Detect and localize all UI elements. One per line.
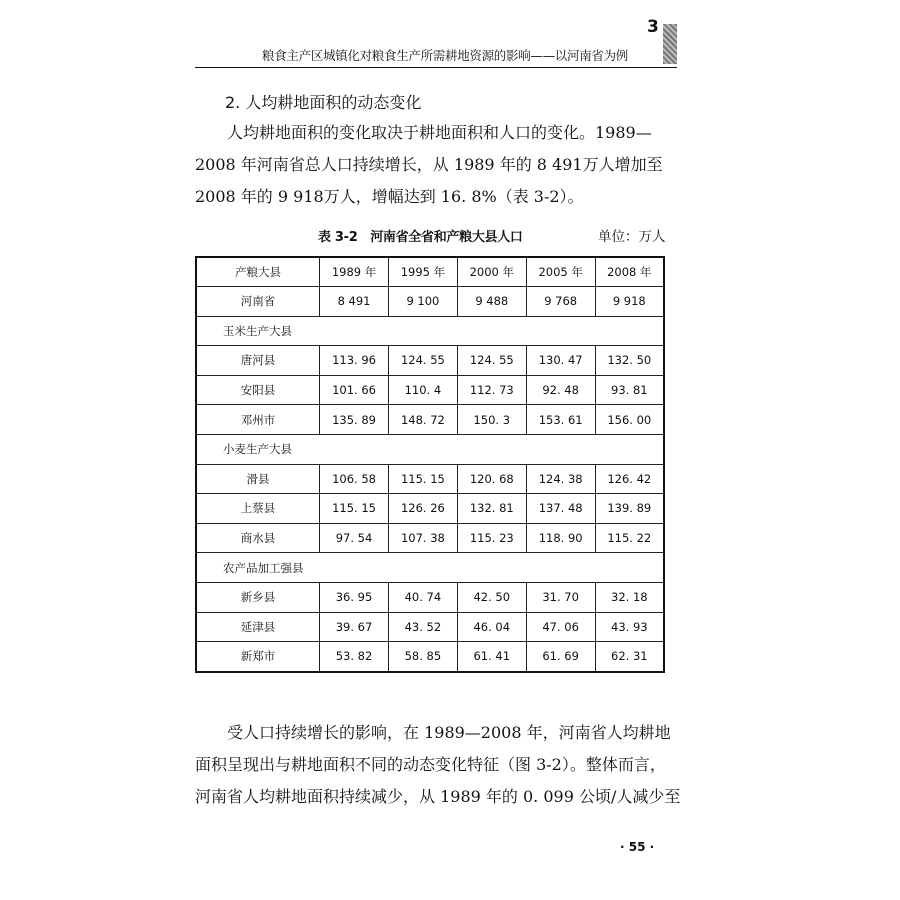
table-group-title: 玉米生产大县	[196, 316, 664, 346]
column-header: 产粮大县	[196, 257, 320, 287]
table-cell: 110. 4	[388, 375, 457, 405]
table-cell: 135. 89	[320, 405, 389, 435]
table-row	[196, 375, 664, 405]
paragraph-line: 河南省人均耕地面积持续减少，从 1989 年的 0. 099 公顷/人减少至	[195, 787, 681, 806]
table-cell: 113. 96	[320, 346, 389, 376]
table-row	[196, 464, 664, 494]
table-cell: 新乡县	[196, 582, 320, 612]
table-cell: 61. 41	[457, 642, 526, 672]
table-cell: 137. 48	[526, 494, 595, 524]
table-cell: 39. 67	[320, 612, 389, 642]
table-caption: 表 3-2 河南省全省和产粮大县人口	[318, 230, 523, 245]
table-group-title: 小麦生产大县	[196, 434, 664, 464]
table-header-row	[196, 257, 664, 287]
column-header: 1995 年	[388, 257, 457, 287]
table-cell: 120. 68	[457, 464, 526, 494]
table-row	[196, 346, 664, 376]
table-cell: 150. 3	[457, 405, 526, 435]
table-cell: 31. 70	[526, 582, 595, 612]
table-cell: 124. 38	[526, 464, 595, 494]
header-rule	[195, 67, 677, 68]
table-cell: 115. 23	[457, 523, 526, 553]
table-cell: 43. 52	[388, 612, 457, 642]
population-table	[195, 256, 665, 673]
table-cell: 40. 74	[388, 582, 457, 612]
paragraph-line: 面积呈现出与耕地面积不同的动态变化特征（图 3-2）。整体而言，	[195, 755, 666, 774]
table-group-title: 农产品加工强县	[196, 553, 664, 583]
table-row	[196, 494, 664, 524]
page-number: · 55 ·	[620, 840, 655, 854]
table-cell: 132. 50	[595, 346, 664, 376]
table-row	[196, 582, 664, 612]
table-cell: 126. 26	[388, 494, 457, 524]
table-cell: 53. 82	[320, 642, 389, 672]
table-cell: 153. 61	[526, 405, 595, 435]
table-cell: 滑县	[196, 464, 320, 494]
paragraph-1	[195, 117, 685, 213]
table-cell: 62. 31	[595, 642, 664, 672]
table-group-row	[196, 434, 664, 464]
chapter-thumb-tab	[663, 24, 677, 64]
table-cell: 43. 93	[595, 612, 664, 642]
table-cell: 124. 55	[457, 346, 526, 376]
paragraph-2	[195, 717, 685, 813]
table-cell: 9 488	[457, 287, 526, 317]
table-cell: 130. 47	[526, 346, 595, 376]
table-cell: 101. 66	[320, 375, 389, 405]
table-cell: 32. 18	[595, 582, 664, 612]
table-cell: 124. 55	[388, 346, 457, 376]
table-cell: 126. 42	[595, 464, 664, 494]
table-cell: 9 100	[388, 287, 457, 317]
section-heading: 2. 人均耕地面积的动态变化	[225, 93, 422, 112]
table-cell: 唐河县	[196, 346, 320, 376]
table-cell: 106. 58	[320, 464, 389, 494]
column-header: 2000 年	[457, 257, 526, 287]
paragraph-line: 人均耕地面积的变化取决于耕地面积和人口的变化。1989—	[227, 123, 652, 142]
table-group-row	[196, 316, 664, 346]
table-cell: 42. 50	[457, 582, 526, 612]
table-cell: 132. 81	[457, 494, 526, 524]
table-cell: 商水县	[196, 523, 320, 553]
table-cell: 115. 15	[388, 464, 457, 494]
table-cell: 118. 90	[526, 523, 595, 553]
table-cell: 邓州市	[196, 405, 320, 435]
table-cell: 延津县	[196, 612, 320, 642]
table-cell: 36. 95	[320, 582, 389, 612]
column-header: 2005 年	[526, 257, 595, 287]
chapter-number: 3	[647, 17, 659, 37]
table-row	[196, 642, 664, 672]
table-row	[196, 612, 664, 642]
table-cell: 61. 69	[526, 642, 595, 672]
table-cell: 156. 00	[595, 405, 664, 435]
table-cell: 107. 38	[388, 523, 457, 553]
table-cell: 9 918	[595, 287, 664, 317]
paragraph-line: 2008 年河南省总人口持续增长，从 1989 年的 8 491万人增加至	[195, 155, 663, 174]
column-header: 1989 年	[320, 257, 389, 287]
table-cell: 139. 89	[595, 494, 664, 524]
table-row	[196, 523, 664, 553]
table-cell: 47. 06	[526, 612, 595, 642]
table-cell: 115. 22	[595, 523, 664, 553]
table-cell: 115. 15	[320, 494, 389, 524]
column-header: 2008 年	[595, 257, 664, 287]
table-cell: 112. 73	[457, 375, 526, 405]
table-cell: 58. 85	[388, 642, 457, 672]
table-cell: 新郑市	[196, 642, 320, 672]
table-cell: 46. 04	[457, 612, 526, 642]
running-header-title: 粮食主产区城镇化对粮食生产所需耕地资源的影响——以河南省为例	[262, 48, 629, 63]
table-cell: 97. 54	[320, 523, 389, 553]
table-cell: 上蔡县	[196, 494, 320, 524]
table-cell: 9 768	[526, 287, 595, 317]
table-row-province	[196, 287, 664, 317]
paragraph-line: 受人口持续增长的影响，在 1989—2008 年，河南省人均耕地	[227, 723, 671, 742]
table-unit: 单位：万人	[598, 229, 666, 245]
table-cell: 92. 48	[526, 375, 595, 405]
table-cell: 148. 72	[388, 405, 457, 435]
table-cell: 安阳县	[196, 375, 320, 405]
table-cell: 93. 81	[595, 375, 664, 405]
table-row	[196, 405, 664, 435]
table-cell: 8 491	[320, 287, 389, 317]
table-cell: 河南省	[196, 287, 320, 317]
table-group-row	[196, 553, 664, 583]
paragraph-line: 2008 年的 9 918万人，增幅达到 16. 8%（表 3-2）。	[195, 187, 584, 206]
